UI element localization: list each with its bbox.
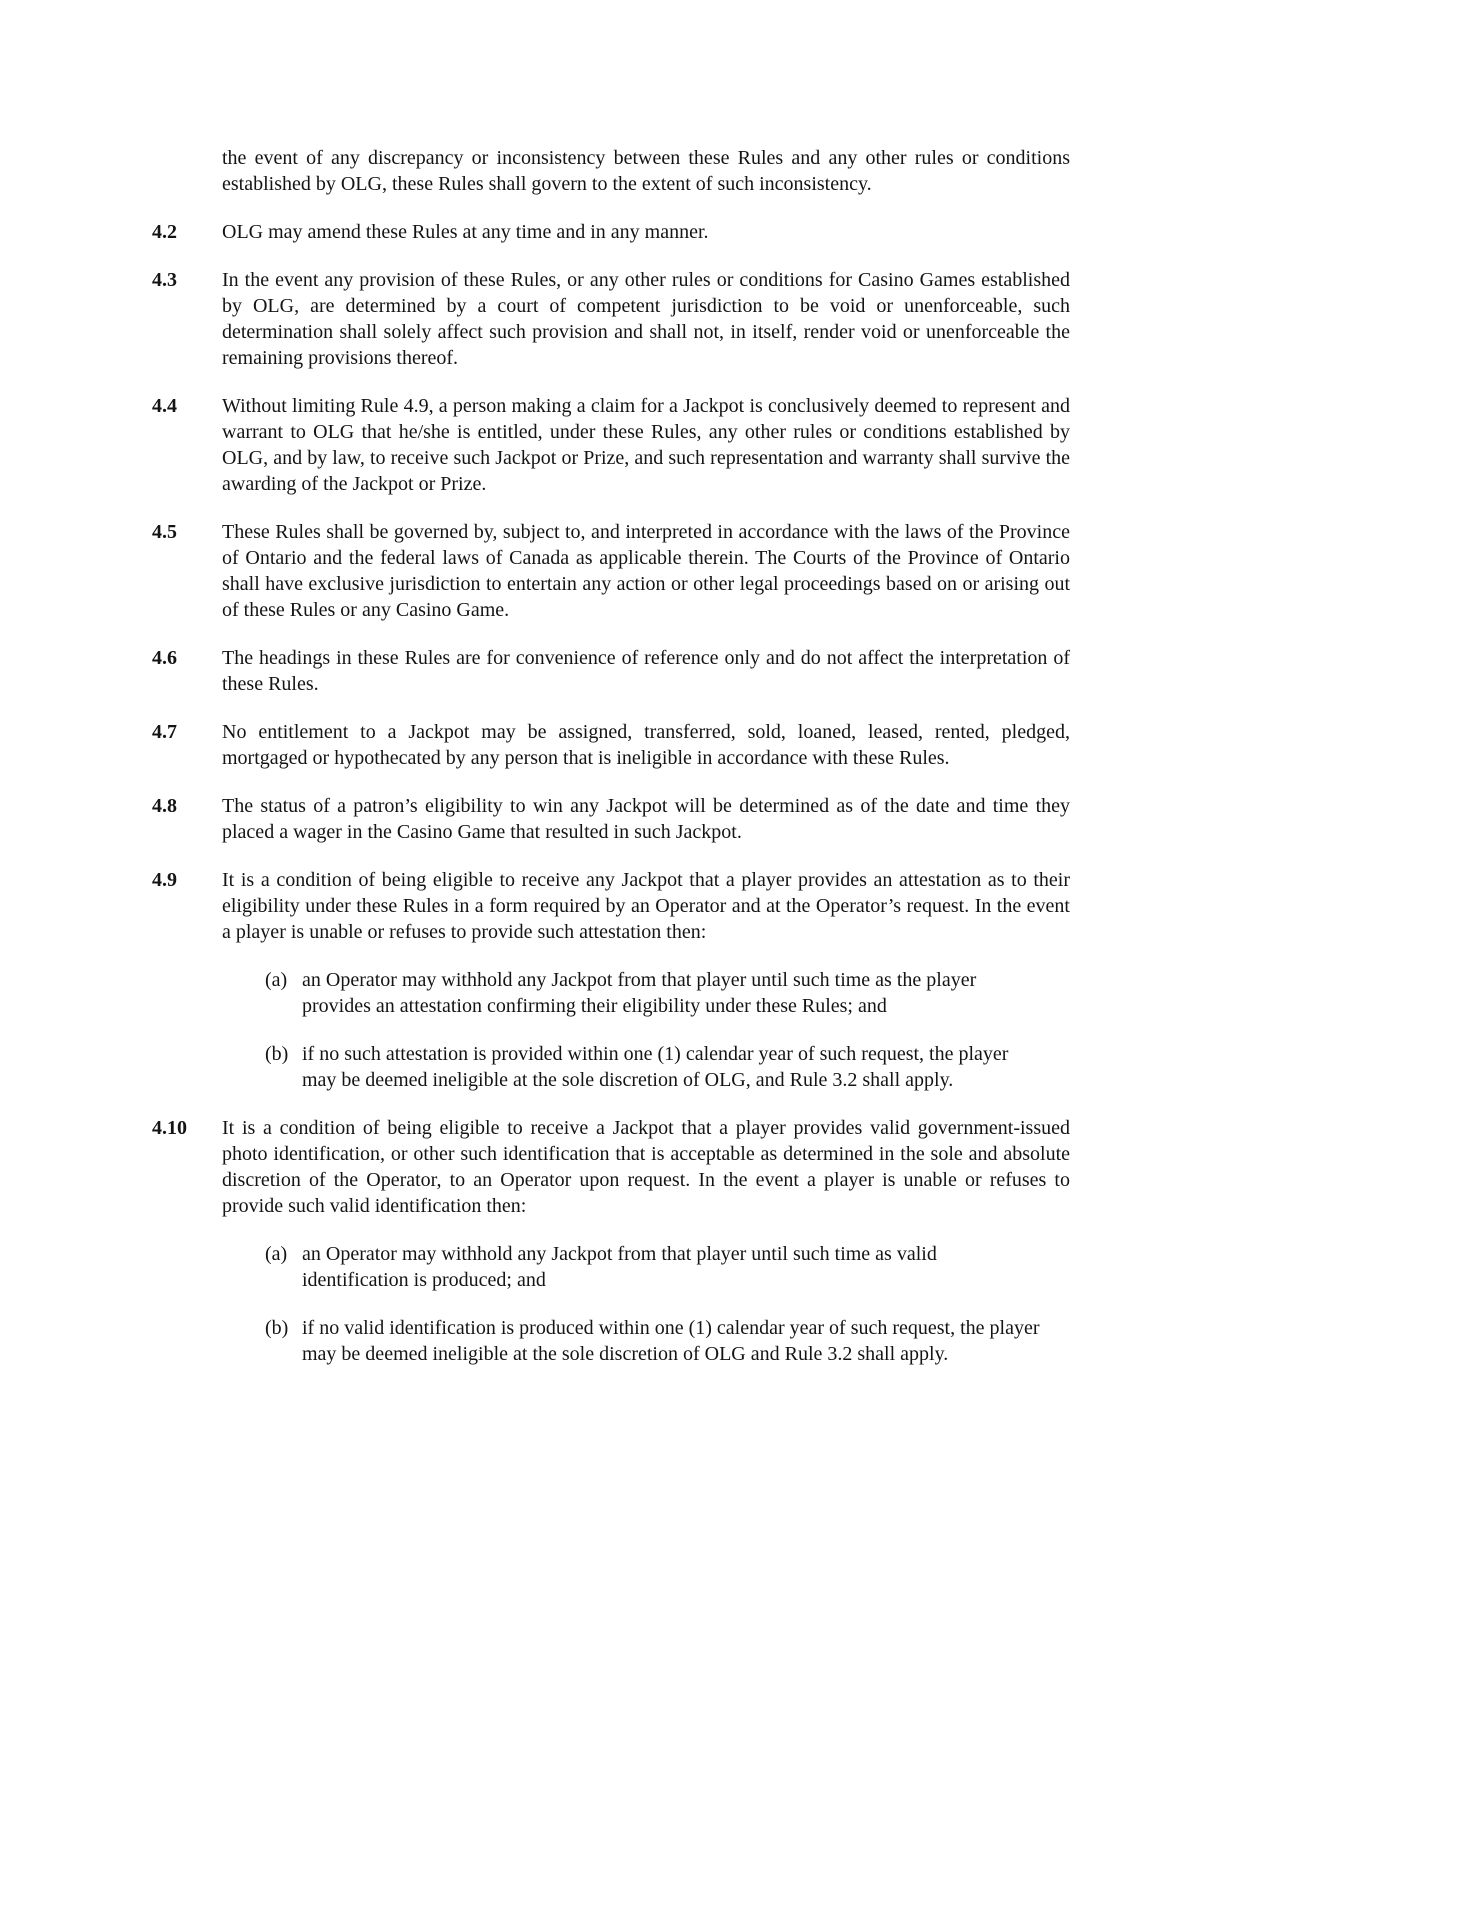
rule-body	[222, 793, 1070, 845]
subitem-text: if no valid identification is produced within one (1) calendar year of such request, the player may be deemed ineligible at the sole discretion of OLG and Rule 3.2 shall apply.	[302, 1317, 1040, 1365]
rule-4-4	[152, 393, 1070, 497]
rule-body	[222, 867, 1070, 1093]
subitem-b	[265, 1315, 1070, 1367]
rule-text: The status of a patron’s eligibility to win any Jackpot will be determined as of the date and time they placed a wager in the Casino Game that resulted in such Jackpot.	[222, 795, 1070, 843]
rule-4-2	[152, 219, 1070, 245]
subitem-text: if no such attestation is provided within one (1) calendar year of such request, the player may be deemed ineligible at the sole discretion of OLG, and Rule 3.2 shall apply.	[302, 1043, 1009, 1091]
rule-number: 4.9	[152, 869, 177, 891]
rule-body	[222, 645, 1070, 697]
rule-body	[222, 1115, 1070, 1367]
rule-4-3	[152, 267, 1070, 371]
rule-body	[222, 393, 1070, 497]
subitem-text: an Operator may withhold any Jackpot from that player until such time as the player provides an attestation confirming their eligibility under these Rules; and	[302, 969, 977, 1017]
rule-number: 4.5	[152, 521, 177, 543]
rule-4-6	[152, 645, 1070, 697]
document-content	[152, 145, 1070, 1367]
rule-text: No entitlement to a Jackpot may be assigned, transferred, sold, loaned, leased, rented, pledged, mortgaged or hypothecated by any person that is ineligible in accordance with these Rules.	[222, 721, 1070, 769]
rule-body	[222, 519, 1070, 623]
rule-text: In the event any provision of these Rules, or any other rules or conditions for Casino Games established by OLG, are determined by a court of competent jurisdiction to be void or unenforceable, such determination shall solely affect such provision and shall not, in itself, render void or unenforceable the remaining provisions thereof.	[222, 269, 1070, 369]
rule-text: It is a condition of being eligible to receive a Jackpot that a player provides valid government-issued photo identification, or other such identification that is acceptable as determined in the sole and absolute discretion of the Operator, to an Operator upon request. In the event a player is unable or refuses to provide such valid identification then:	[222, 1117, 1070, 1217]
rule-number: 4.2	[152, 221, 177, 243]
rule-number: 4.6	[152, 647, 177, 669]
subitem-label: (a)	[265, 969, 288, 991]
rule-text: It is a condition of being eligible to receive any Jackpot that a player provides an attestation as to their eligibility under these Rules in a form required by an Operator and at the Operator’s request. In the event a player is unable or refuses to provide such attestation then:	[222, 869, 1070, 943]
subitem-label: (b)	[265, 1317, 289, 1339]
paragraph-continuation: the event of any discrepancy or inconsistency between these Rules and any other rules or conditions established by OLG, these Rules shall govern to the extent of such inconsistency.	[222, 147, 1070, 195]
subitem-label: (b)	[265, 1043, 289, 1065]
subitem-b	[265, 1041, 1070, 1093]
rule-number: 4.7	[152, 721, 177, 743]
rule-4-9	[152, 867, 1070, 1093]
rule-number: 4.8	[152, 795, 177, 817]
rule-text: OLG may amend these Rules at any time and in any manner.	[222, 221, 709, 243]
rule-text: The headings in these Rules are for convenience of reference only and do not affect the interpretation of these Rules.	[222, 647, 1070, 695]
subitem-text: an Operator may withhold any Jackpot from that player until such time as valid identification is produced; and	[302, 1243, 937, 1291]
subitem-label: (a)	[265, 1243, 288, 1265]
rule-number: 4.4	[152, 395, 177, 417]
rule-4-7	[152, 719, 1070, 771]
subitem-a	[265, 967, 1070, 1019]
rule-number: 4.10	[152, 1117, 187, 1139]
rule-4-5	[152, 519, 1070, 623]
rule-number: 4.3	[152, 269, 177, 291]
rule-body	[222, 267, 1070, 371]
rule-4-8	[152, 793, 1070, 845]
rule-body	[222, 719, 1070, 771]
rule-text: These Rules shall be governed by, subject to, and interpreted in accordance with the laws of the Province of Ontario and the federal laws of Canada as applicable therein. The Courts of the Province of Ontario shall have exclusive jurisdiction to entertain any action or other legal proceedings based on or arising out of these Rules or any Casino Game.	[222, 521, 1070, 621]
rule-text: Without limiting Rule 4.9, a person making a claim for a Jackpot is conclusively deemed to represent and warrant to OLG that he/she is entitled, under these Rules, any other rules or conditions established by OLG, and by law, to receive such Jackpot or Prize, and such representation and warranty shall survive the awarding of the Jackpot or Prize.	[222, 395, 1070, 495]
rule-body	[222, 219, 1070, 245]
rule-4-10	[152, 1115, 1070, 1367]
subitem-a	[265, 1241, 1070, 1293]
